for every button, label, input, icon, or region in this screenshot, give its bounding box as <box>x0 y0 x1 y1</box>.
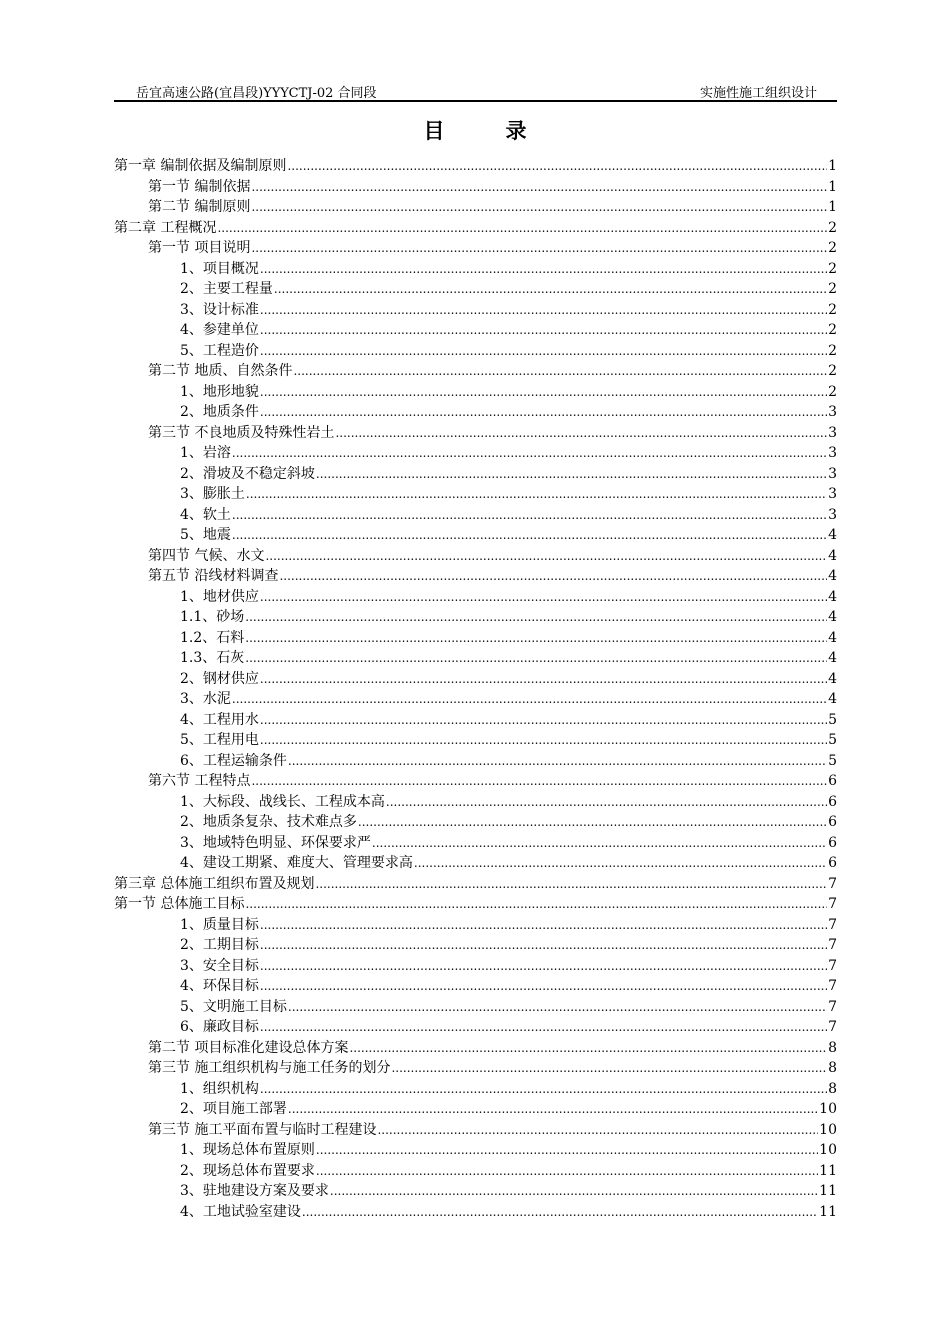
toc-entry[interactable] <box>114 812 837 833</box>
toc-leader-dots <box>293 361 827 382</box>
toc-leader-dots <box>315 874 827 895</box>
toc-entry-label: 3、膨胀土 <box>180 486 245 502</box>
toc-leader-dots <box>260 956 827 977</box>
toc-entry-page: 5 <box>828 752 837 769</box>
toc-leader-dots <box>391 1058 827 1079</box>
toc-entry-page: 6 <box>828 814 837 830</box>
toc-entry[interactable] <box>114 546 837 567</box>
toc-entry-label: 第一节 项目说明 <box>148 240 251 256</box>
toc-entry[interactable] <box>114 1017 837 1038</box>
toc-entry-page: 2 <box>828 281 837 297</box>
toc-entry-page: 4 <box>828 547 837 564</box>
toc-entry-page: 6 <box>828 793 837 810</box>
toc-leader-dots <box>330 1181 818 1202</box>
toc-entry-page: 3 <box>828 465 837 482</box>
toc-entry[interactable] <box>114 710 837 731</box>
toc-entry-page: 10 <box>819 1101 837 1117</box>
toc-entry-label: 5、地震 <box>180 527 231 543</box>
toc-entry-page: 1 <box>828 178 837 195</box>
toc-leader-dots <box>260 341 827 362</box>
toc-entry[interactable] <box>114 1120 837 1141</box>
toc-entry-label: 2、现场总体布置要求 <box>180 1162 315 1179</box>
toc-entry-page: 6 <box>828 855 837 871</box>
toc-entry[interactable] <box>114 505 837 526</box>
toc-entry-label: 3、水泥 <box>180 691 231 707</box>
toc-entry[interactable] <box>114 300 837 321</box>
toc-leader-dots <box>260 915 827 936</box>
toc-leader-dots <box>377 1120 818 1141</box>
toc-entry[interactable] <box>114 935 837 956</box>
toc-entry-label: 第二节 编制原则 <box>148 199 251 215</box>
toc-leader-dots <box>260 976 827 997</box>
toc-entry-label: 4、软土 <box>180 506 231 523</box>
toc-leader-dots <box>251 771 827 792</box>
toc-entry-page: 11 <box>819 1183 837 1199</box>
toc-entry-label: 第一节 总体施工目标 <box>114 896 245 912</box>
toc-entry[interactable] <box>114 423 837 444</box>
toc-entry[interactable] <box>114 443 837 464</box>
toc-leader-dots <box>245 894 827 915</box>
toc-leader-dots <box>260 382 827 403</box>
toc-entry[interactable] <box>114 361 837 382</box>
table-of-contents <box>114 156 837 1222</box>
toc-entry[interactable] <box>114 484 837 505</box>
toc-entry-page: 7 <box>828 957 837 974</box>
toc-entry[interactable] <box>114 1038 837 1059</box>
toc-entry-label: 1、岩溶 <box>180 445 231 461</box>
toc-leader-dots <box>414 853 827 874</box>
toc-leader-dots <box>251 177 827 198</box>
toc-entry[interactable] <box>114 197 837 218</box>
toc-entry-label: 1.1、砂场 <box>180 609 245 625</box>
toc-entry-page: 3 <box>828 486 837 502</box>
toc-entry[interactable] <box>114 218 837 239</box>
toc-leader-dots <box>245 607 827 628</box>
toc-entry[interactable] <box>114 464 837 485</box>
toc-entry-page: 5 <box>828 732 837 748</box>
toc-leader-dots <box>316 1161 818 1182</box>
toc-entry-label: 第三章 总体施工组织布置及规划 <box>114 875 315 892</box>
toc-leader-dots <box>260 935 827 956</box>
toc-leader-dots <box>251 238 827 259</box>
toc-entry-label: 1、组织机构 <box>180 1080 259 1097</box>
toc-entry-page: 7 <box>828 875 837 892</box>
toc-entry-label: 1、质量目标 <box>180 916 259 933</box>
toc-entry-label: 第四节 气候、水文 <box>148 547 265 564</box>
toc-entry[interactable] <box>114 525 837 546</box>
toc-leader-dots <box>316 1140 818 1161</box>
toc-entry-label: 1、项目概况 <box>180 260 259 277</box>
toc-entry-page: 3 <box>828 506 837 523</box>
toc-entry-label: 2、滑坡及不稳定斜坡 <box>180 465 315 482</box>
toc-entry[interactable] <box>114 792 837 813</box>
toc-entry-page: 10 <box>819 1121 837 1138</box>
toc-entry-label: 3、地域特色明显、环保要求严 <box>180 834 371 851</box>
toc-entry-page: 2 <box>828 219 837 236</box>
toc-title: 目 录 <box>423 118 547 143</box>
toc-entry-label: 4、工程用水 <box>180 711 259 728</box>
toc-entry-page: 3 <box>828 445 837 461</box>
toc-leader-dots <box>232 525 827 546</box>
toc-entry-page: 7 <box>828 916 837 933</box>
toc-leader-dots <box>260 730 827 751</box>
toc-entry-label: 3、驻地建设方案及要求 <box>180 1183 329 1199</box>
toc-entry-label: 第一章 编制依据及编制原则 <box>114 158 287 174</box>
toc-leader-dots <box>274 279 827 300</box>
toc-entry-label: 4、参建单位 <box>180 322 259 338</box>
page-header <box>114 80 837 102</box>
toc-entry-page: 7 <box>828 937 837 953</box>
toc-leader-dots <box>335 423 827 444</box>
toc-entry-page: 4 <box>828 670 837 687</box>
toc-entry-page: 1 <box>828 199 837 215</box>
toc-entry-page: 2 <box>828 322 837 338</box>
toc-leader-dots <box>251 197 827 218</box>
toc-entry[interactable] <box>114 1202 837 1223</box>
toc-entry-page: 7 <box>828 978 837 994</box>
toc-entry-label: 第二章 工程概况 <box>114 219 217 236</box>
toc-leader-dots <box>358 812 827 833</box>
toc-entry[interactable] <box>114 1058 837 1079</box>
toc-entry[interactable] <box>114 1181 837 1202</box>
toc-leader-dots <box>245 628 827 649</box>
toc-entry-label: 3、安全目标 <box>180 957 259 974</box>
toc-leader-dots <box>260 1017 827 1038</box>
toc-leader-dots <box>260 587 827 608</box>
toc-entry-label: 3、设计标准 <box>180 301 259 318</box>
toc-entry-page: 7 <box>828 896 837 912</box>
header-project-name: 岳宜高速公路(宜昌段)YYYCTJ-02 合同段 <box>136 86 377 101</box>
toc-entry-label: 2、主要工程量 <box>180 281 273 297</box>
toc-entry[interactable] <box>114 177 837 198</box>
toc-entry[interactable] <box>114 566 837 587</box>
toc-entry[interactable] <box>114 238 837 259</box>
toc-leader-dots <box>302 1202 818 1223</box>
toc-leader-dots <box>260 669 827 690</box>
toc-entry-label: 第六节 工程特点 <box>148 773 251 789</box>
toc-entry-label: 1、大标段、战线长、工程成本高 <box>180 793 385 810</box>
toc-entry-page: 2 <box>828 342 837 359</box>
toc-entry-label: 2、项目施工部署 <box>180 1101 287 1117</box>
toc-entry[interactable] <box>114 648 837 669</box>
toc-leader-dots <box>232 443 827 464</box>
toc-entry-label: 6、廉政目标 <box>180 1019 259 1035</box>
toc-entry[interactable] <box>114 402 837 423</box>
toc-entry[interactable] <box>114 259 837 280</box>
toc-entry-label: 2、工期目标 <box>180 937 259 953</box>
toc-entry-page: 4 <box>828 629 837 646</box>
toc-entry-page: 4 <box>828 609 837 625</box>
toc-entry[interactable] <box>114 751 837 772</box>
toc-entry[interactable] <box>114 833 837 854</box>
toc-entry[interactable] <box>114 915 837 936</box>
toc-entry[interactable] <box>114 587 837 608</box>
toc-leader-dots <box>260 320 827 341</box>
toc-entry[interactable] <box>114 669 837 690</box>
toc-entry-label: 1.3、石灰 <box>180 650 245 666</box>
toc-entry[interactable] <box>114 156 837 177</box>
toc-entry-label: 2、地质条件 <box>180 404 259 420</box>
toc-entry-page: 8 <box>828 1080 837 1097</box>
toc-entry-label: 4、工地试验室建设 <box>180 1203 301 1220</box>
toc-leader-dots <box>245 648 827 669</box>
toc-entry-page: 2 <box>828 260 837 277</box>
toc-entry-label: 5、文明施工目标 <box>180 998 287 1015</box>
toc-leader-dots <box>265 546 827 567</box>
toc-leader-dots <box>260 259 827 280</box>
toc-entry-label: 2、地质条复杂、技术难点多 <box>180 814 357 830</box>
toc-entry-label: 1、地材供应 <box>180 588 259 605</box>
toc-leader-dots <box>232 505 827 526</box>
toc-entry-page: 2 <box>828 363 837 379</box>
toc-entry-page: 2 <box>828 301 837 318</box>
toc-entry-page: 4 <box>828 588 837 605</box>
toc-leader-dots <box>279 566 827 587</box>
toc-entry[interactable] <box>114 1140 837 1161</box>
toc-entry-page: 3 <box>828 404 837 420</box>
toc-entry[interactable] <box>114 894 837 915</box>
toc-leader-dots <box>349 1038 827 1059</box>
toc-entry-page: 6 <box>828 834 837 851</box>
toc-entry[interactable] <box>114 320 837 341</box>
toc-entry-page: 4 <box>828 568 837 584</box>
toc-entry-page: 11 <box>819 1203 837 1220</box>
toc-entry-label: 1、地形地貌 <box>180 383 259 400</box>
toc-entry[interactable] <box>114 689 837 710</box>
toc-entry-page: 4 <box>828 527 837 543</box>
toc-entry-label: 第二节 地质、自然条件 <box>148 363 293 379</box>
toc-entry-label: 1、现场总体布置原则 <box>180 1142 315 1158</box>
toc-entry-page: 1 <box>828 158 837 174</box>
toc-entry-label: 5、工程用电 <box>180 732 259 748</box>
toc-entry-label: 5、工程造价 <box>180 342 259 359</box>
toc-leader-dots <box>288 1099 818 1120</box>
toc-entry-page: 3 <box>828 424 837 441</box>
toc-entry[interactable] <box>114 279 837 300</box>
toc-entry-label: 2、钢材供应 <box>180 670 259 687</box>
toc-entry-label: 4、建设工期紧、难度大、管理要求高 <box>180 855 413 871</box>
toc-leader-dots <box>217 218 827 239</box>
toc-entry-label: 第一节 编制依据 <box>148 178 251 195</box>
toc-entry-page: 2 <box>828 383 837 400</box>
toc-entry-page: 6 <box>828 773 837 789</box>
toc-entry-page: 5 <box>828 711 837 728</box>
toc-entry[interactable] <box>114 607 837 628</box>
toc-entry-label: 第三节 不良地质及特殊性岩土 <box>148 424 335 441</box>
toc-entry[interactable] <box>114 956 837 977</box>
toc-leader-dots <box>260 300 827 321</box>
toc-leader-dots <box>260 1079 827 1100</box>
toc-entry-page: 7 <box>828 1019 837 1035</box>
toc-entry[interactable] <box>114 976 837 997</box>
toc-entry-page: 11 <box>819 1162 837 1179</box>
toc-entry-label: 1.2、石料 <box>180 629 245 646</box>
toc-entry-page: 4 <box>828 691 837 707</box>
toc-entry[interactable] <box>114 997 837 1018</box>
toc-entry-label: 第五节 沿线材料调查 <box>148 568 279 584</box>
toc-leader-dots <box>316 464 827 485</box>
toc-entry-page: 10 <box>819 1142 837 1158</box>
header-document-type: 实施性施工组织设计 <box>699 86 817 101</box>
toc-entry[interactable] <box>114 853 837 874</box>
toc-entry[interactable] <box>114 1161 837 1182</box>
toc-entry-page: 8 <box>828 1039 837 1056</box>
toc-leader-dots <box>372 833 827 854</box>
toc-leader-dots <box>232 689 827 710</box>
toc-entry-label: 第二节 项目标准化建设总体方案 <box>148 1039 349 1056</box>
toc-entry-page: 8 <box>828 1060 837 1076</box>
toc-entry[interactable] <box>114 1099 837 1120</box>
toc-leader-dots <box>287 156 827 177</box>
toc-entry-page: 2 <box>828 240 837 256</box>
toc-leader-dots <box>288 751 827 772</box>
toc-entry-label: 第三节 施工组织机构与施工任务的划分 <box>148 1060 391 1076</box>
toc-leader-dots <box>288 997 827 1018</box>
toc-entry[interactable] <box>114 771 837 792</box>
toc-entry[interactable] <box>114 628 837 649</box>
toc-entry[interactable] <box>114 382 837 403</box>
toc-leader-dots <box>260 710 827 731</box>
toc-entry-page: 4 <box>828 650 837 666</box>
toc-entry-page: 7 <box>828 998 837 1015</box>
toc-entry[interactable] <box>114 1079 837 1100</box>
toc-entry[interactable] <box>114 341 837 362</box>
toc-entry-label: 4、环保目标 <box>180 978 259 994</box>
toc-entry[interactable] <box>114 874 837 895</box>
toc-entry-label: 6、工程运输条件 <box>180 752 287 769</box>
toc-entry-label: 第三节 施工平面布置与临时工程建设 <box>148 1121 377 1138</box>
toc-entry[interactable] <box>114 730 837 751</box>
toc-leader-dots <box>260 402 827 423</box>
toc-leader-dots <box>386 792 827 813</box>
toc-leader-dots <box>246 484 827 505</box>
